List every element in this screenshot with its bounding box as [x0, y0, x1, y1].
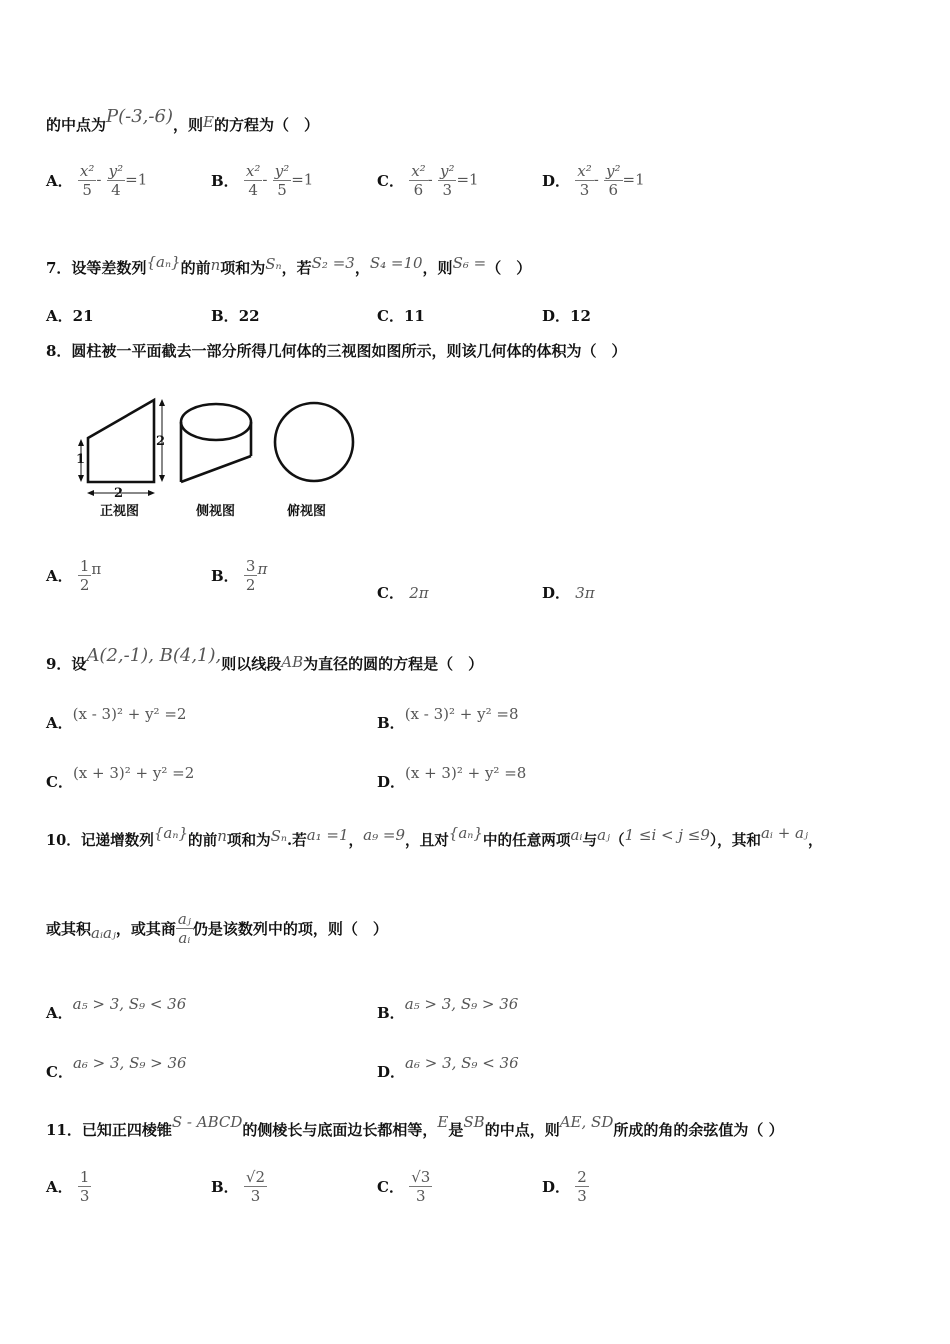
- q10-option-b[interactable]: [377, 995, 519, 1023]
- q10-text-3: .若: [287, 832, 307, 849]
- q10-stem-text: 10．记递增数列: [46, 832, 154, 849]
- q11-text-4: 所成的角的余弦值为（ ）: [613, 1121, 784, 1139]
- q10-option-d-label: D．: [377, 1063, 406, 1081]
- q10-text-8: ），其和: [709, 832, 761, 849]
- q6-option-b[interactable]: [211, 162, 313, 199]
- q6-b-minus: -: [262, 170, 268, 189]
- front-view-label: 正视图: [100, 504, 140, 519]
- q10-product: aᵢaⱼ: [91, 923, 116, 942]
- q7-text-5: （ ）: [486, 259, 532, 277]
- q10-condition: 1 ≤i < j ≤9: [624, 826, 710, 844]
- top-view-label: 俯视图: [287, 504, 327, 519]
- q11-c-den: 3: [415, 1187, 426, 1205]
- q7-option-b-value: 22: [238, 307, 260, 325]
- q7-text-3: ，若: [281, 259, 312, 277]
- q7-text-2: 项和为: [220, 259, 266, 277]
- q6-d-y2: y²: [606, 162, 621, 180]
- q6-point: P(-3,-6): [106, 106, 173, 127]
- q10-option-a-value: a₅ > 3, S₉ < 36: [72, 995, 187, 1013]
- q6-stem-text: 的中点为: [46, 116, 107, 134]
- q7-option-b-label: B．: [211, 307, 239, 325]
- q11-d-num: 2: [577, 1168, 587, 1186]
- q10-option-d[interactable]: [377, 1054, 519, 1082]
- q7-option-d[interactable]: [542, 305, 591, 326]
- q6-c-eq: =1: [456, 170, 479, 189]
- q6-option-b-label: B．: [211, 172, 239, 190]
- q10-seq-2: {aₙ}: [448, 824, 483, 842]
- q8-a-frac: [78, 557, 92, 594]
- q7-option-c-value: 11: [403, 307, 425, 325]
- q6-d-eq: =1: [622, 170, 645, 189]
- front-view: [78, 399, 165, 496]
- q6-b-den1: 4: [248, 181, 258, 199]
- q6-b-x2: x²: [245, 162, 261, 180]
- q11-lines: AE, SD: [559, 1113, 614, 1131]
- q10-option-b-label: B．: [377, 1004, 405, 1022]
- q11-option-d[interactable]: [542, 1168, 589, 1205]
- top-view: [275, 403, 353, 481]
- q11-stem: [46, 1113, 784, 1140]
- q6-option-d-label: D．: [542, 172, 571, 190]
- q8-option-a[interactable]: [46, 557, 101, 594]
- q7-stem: [46, 253, 532, 278]
- q11-b-den: 3: [250, 1187, 261, 1205]
- q8-b-num: 3: [245, 557, 256, 575]
- q10-text-11: ，或其商: [115, 920, 176, 938]
- q6-stem-text-2: ，则: [172, 116, 203, 134]
- q8-option-c[interactable]: [377, 582, 429, 603]
- q6-b-eq: =1: [291, 170, 314, 189]
- q6-a-x2: x²: [79, 162, 95, 180]
- q11-d-frac: [575, 1168, 589, 1205]
- q11-option-a[interactable]: [46, 1168, 91, 1205]
- q10-comma: ，: [348, 832, 364, 849]
- q8-option-d-value: 3π: [575, 584, 595, 602]
- q7-text-1: 的前: [180, 259, 211, 277]
- q6-a-xfrac: [78, 162, 96, 199]
- q9-option-b-value: (x - 3)² + y² =8: [404, 705, 519, 723]
- q10-option-b-value: a₅ > 3, S₉ > 36: [404, 995, 519, 1013]
- q6-option-a-label: A．: [46, 172, 73, 190]
- q7-option-a[interactable]: [46, 305, 94, 326]
- q7-comma: ，: [354, 259, 370, 277]
- q10-a1: a₁ =1: [306, 826, 349, 844]
- q11-c-frac: [409, 1168, 432, 1205]
- q9-ab: AB: [281, 653, 304, 671]
- q6-a-den2: 4: [111, 181, 121, 199]
- q10-option-c-label: C．: [46, 1063, 73, 1081]
- q9-option-c-value: (x + 3)² + y² =2: [72, 764, 195, 782]
- q6-d-xfrac: [575, 162, 593, 199]
- q6-option-d[interactable]: [542, 162, 645, 199]
- q6-d-den1: 3: [579, 181, 590, 199]
- q6-c-minus: -: [427, 170, 433, 189]
- q6-stem: [46, 106, 319, 135]
- q8-a-num: 1: [79, 557, 90, 575]
- q11-option-b-label: B．: [211, 1178, 239, 1196]
- q8-option-a-label: A．: [46, 567, 73, 585]
- q6-d-den2: 6: [608, 181, 619, 199]
- q6-a-den1: 5: [82, 181, 92, 199]
- q9-option-c-label: C．: [46, 773, 73, 791]
- q10-ai: aᵢ: [570, 826, 583, 844]
- q9-option-a-value: (x - 3)² + y² =2: [72, 705, 187, 723]
- q10-option-a[interactable]: [46, 995, 187, 1023]
- q11-option-a-label: A．: [46, 1178, 73, 1196]
- dim-label-1: 1: [76, 452, 86, 467]
- q10-quotient: [176, 910, 193, 947]
- q10-n: n: [217, 827, 227, 845]
- q7-option-a-value: 21: [72, 307, 94, 325]
- q8-stem: 8．圆柱被一平面截去一部分所得几何体的三视图如图所示，则该几何体的体积为（ ）: [46, 342, 627, 360]
- q9-stem-text: 9．设: [46, 655, 87, 673]
- q6-d-yfrac: [604, 162, 623, 199]
- q11-option-c[interactable]: [377, 1168, 432, 1205]
- q11-c-num: √3: [411, 1168, 431, 1186]
- q8-option-b[interactable]: [211, 557, 267, 594]
- q10-text-12: 仍是该数列中的项，则（ ）: [192, 920, 388, 938]
- q10-option-c-value: a₆ > 3, S₉ > 36: [72, 1054, 187, 1072]
- q9-option-d-value: (x + 3)² + y² =8: [405, 764, 527, 782]
- q6-d-minus: -: [593, 170, 599, 189]
- q6-b-den2: 5: [277, 181, 287, 199]
- q7-sn: Sₙ: [265, 255, 282, 273]
- q6-c-xfrac: [409, 162, 427, 199]
- q9-option-b[interactable]: [377, 705, 519, 733]
- q6-c-yfrac: [438, 162, 457, 199]
- q9-option-d[interactable]: [377, 764, 527, 792]
- q6-option-a[interactable]: [46, 162, 147, 199]
- q6-c-y2: y²: [439, 162, 455, 180]
- q7-text-4: ，则: [422, 259, 453, 277]
- side-view: [181, 404, 251, 482]
- q10-text-5: 中的任意两项: [482, 832, 571, 849]
- q11-d-den: 3: [577, 1187, 587, 1205]
- q11-e: E: [437, 1113, 449, 1131]
- q7-option-d-value: 12: [570, 307, 591, 325]
- q10-sn: Sₙ: [270, 827, 288, 845]
- q6-b-y2: y²: [274, 162, 290, 180]
- q8-b-den: 2: [245, 576, 256, 594]
- q6-b-yfrac: [273, 162, 292, 199]
- q11-option-b[interactable]: [211, 1168, 267, 1205]
- q10-option-d-value: a₆ > 3, S₉ < 36: [405, 1054, 519, 1072]
- q6-a-eq: =1: [125, 170, 148, 189]
- side-view-label: 侧视图: [196, 504, 236, 519]
- q8-option-d-label: D．: [542, 584, 571, 602]
- q10-stem-line1: [46, 824, 823, 850]
- q6-option-c[interactable]: [377, 162, 479, 199]
- q9-option-d-label: D．: [377, 773, 406, 791]
- q11-stem-text: 11．已知正四棱锥: [46, 1121, 172, 1139]
- q11-b-frac: [244, 1168, 267, 1205]
- q11-text-3: 的中点，则: [484, 1121, 560, 1139]
- q6-c-den2: 3: [442, 181, 452, 199]
- q7-stem-text: 7．设等差数列: [46, 259, 147, 277]
- q8-option-b-label: B．: [211, 567, 239, 585]
- q6-option-c-label: C．: [377, 172, 404, 190]
- q10-text-6: 与: [582, 832, 598, 849]
- q6-a-yfrac: [107, 162, 126, 199]
- q11-a-frac: [78, 1168, 92, 1205]
- q10-text-10: 或其积: [46, 920, 92, 938]
- q10-text-9: ，: [807, 832, 823, 849]
- q10-aj: aⱼ: [597, 826, 610, 844]
- q8-option-d[interactable]: [542, 582, 595, 603]
- q8-a-pi: π: [91, 559, 102, 578]
- q6-a-y2: y²: [108, 162, 124, 180]
- q10-quot-den: aᵢ: [178, 929, 191, 947]
- q7-n: n: [210, 256, 221, 274]
- q11-text-1: 的侧棱长与底面边长都相等，: [242, 1121, 438, 1139]
- q11-option-c-label: C．: [377, 1178, 404, 1196]
- q6-a-minus: -: [96, 170, 102, 189]
- q7-option-d-label: D．: [542, 307, 571, 325]
- q10-text-2: 项和为: [226, 832, 271, 849]
- q11-pyramid: S - ABCD: [171, 1113, 243, 1131]
- q6-c-den1: 6: [413, 181, 424, 199]
- q6-stem-text-3: 的方程为（ ）: [213, 116, 319, 134]
- q10-text-1: 的前: [187, 832, 218, 849]
- dim-label-2-height: 2: [156, 434, 166, 449]
- q9-option-c[interactable]: [46, 764, 195, 792]
- q9-stem: [46, 645, 484, 674]
- q7-seq: {aₙ}: [146, 253, 181, 271]
- three-view-figure: [74, 396, 374, 526]
- q11-a-num: 1: [79, 1168, 90, 1186]
- dim-label-2-width: 2: [114, 486, 124, 501]
- q6-var-e: E: [202, 113, 214, 131]
- q11-b-num: √2: [245, 1168, 266, 1186]
- q6-d-x2: x²: [577, 162, 592, 180]
- q7-option-a-label: A．: [46, 307, 73, 325]
- q10-sum: aᵢ + aⱼ: [760, 824, 808, 842]
- q10-seq: {aₙ}: [153, 824, 188, 842]
- q9-text-2: 为直径的圆的方程是（ ）: [303, 655, 484, 673]
- q9-points: A(2,-1), B(4,1),: [86, 645, 222, 666]
- q8-option-c-label: C．: [377, 584, 404, 602]
- q10-option-a-label: A．: [46, 1004, 73, 1022]
- q7-s4: S₄ =10: [369, 254, 423, 272]
- q7-s2: S₂ =3: [311, 254, 355, 272]
- q8-option-c-value: 2π: [409, 584, 429, 602]
- q7-s6: S₆ =: [452, 254, 487, 272]
- q9-option-a[interactable]: [46, 705, 187, 733]
- q6-c-x2: x²: [411, 162, 426, 180]
- q8-b-frac: [244, 557, 258, 594]
- q11-sb: SB: [463, 1113, 485, 1131]
- q7-option-c[interactable]: [377, 305, 425, 326]
- q7-option-b[interactable]: [211, 305, 260, 326]
- q10-option-c[interactable]: [46, 1054, 187, 1082]
- q7-option-c-label: C．: [377, 307, 404, 325]
- q11-text-2: 是: [448, 1121, 464, 1139]
- q10-stem-line2: [46, 910, 388, 947]
- q9-option-b-label: B．: [377, 714, 405, 732]
- q8-a-den: 2: [79, 576, 90, 594]
- q11-a-den: 3: [79, 1187, 90, 1205]
- q8-b-pi: π: [257, 559, 268, 578]
- q10-quot-num: aⱼ: [177, 910, 191, 928]
- q9-text-1: 则以线段: [221, 655, 282, 673]
- q10-a9: a₉ =9: [363, 826, 405, 844]
- q6-b-xfrac: [244, 162, 262, 199]
- q11-option-d-label: D．: [542, 1178, 571, 1196]
- q10-text-4: ，且对: [405, 832, 449, 849]
- q10-text-7: （: [609, 832, 625, 849]
- q9-option-a-label: A．: [46, 714, 73, 732]
